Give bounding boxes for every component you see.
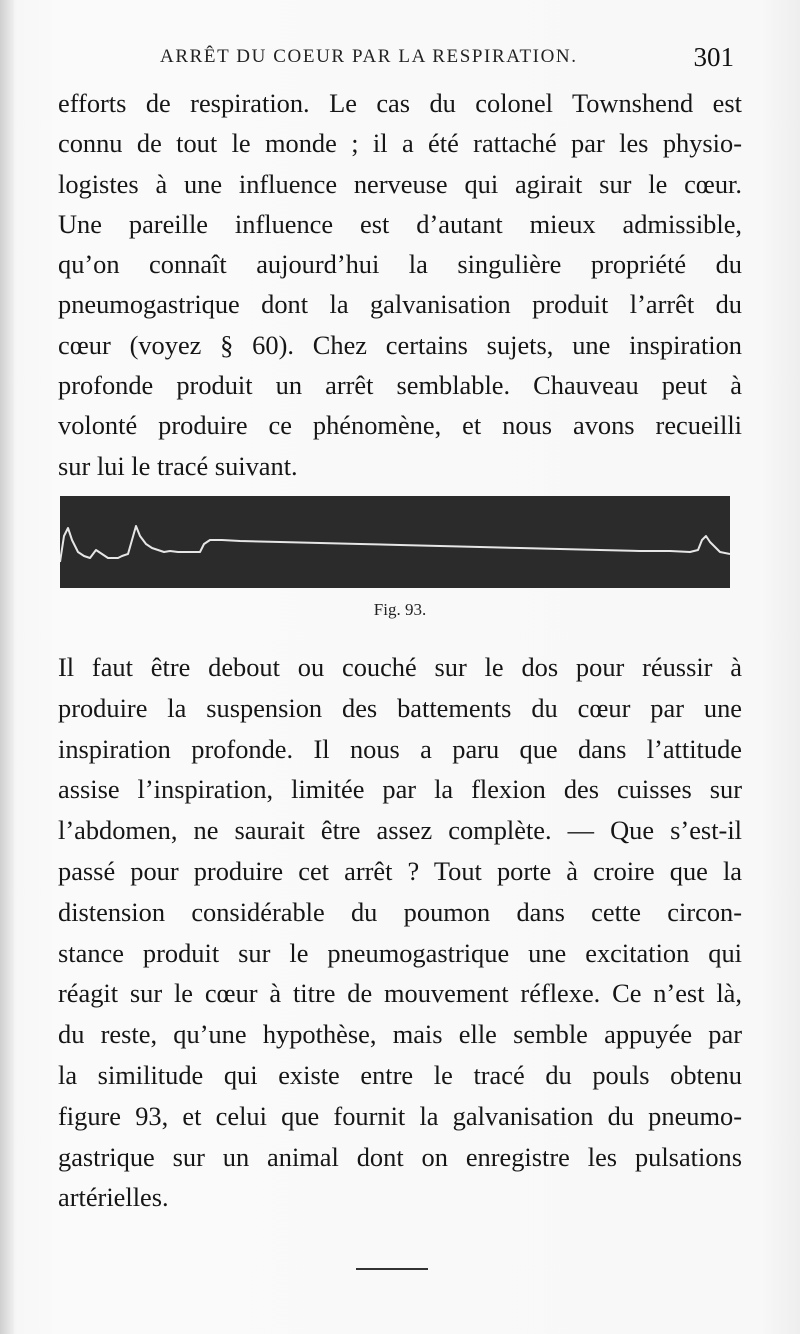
- page-header: [60, 40, 740, 80]
- text-line: volonté produire ce phénomène, et nous avons recueilli: [58, 410, 742, 441]
- text-line: connu de tout le monde ; il a été rattaché par les physio-: [58, 128, 742, 159]
- text-line: gastrique sur un animal dont on enregistre les pulsations: [58, 1141, 742, 1172]
- text-line: efforts de respiration. Le cas du colonel Townshend est: [58, 88, 742, 118]
- pulse-tracing-figure: [60, 496, 730, 588]
- footer-rule: [356, 1268, 428, 1270]
- text-line: qu’on connaît aujourd’hui la singulière propriété du: [58, 249, 742, 280]
- text-line: réagit sur le cœur à titre de mouvement réflexe. Ce n’est là,: [58, 978, 742, 1009]
- page-binding-shadow: [0, 0, 14, 1334]
- text-line: artérielles.: [58, 1182, 169, 1213]
- text-line: du reste, qu’une hypothèse, mais elle semble appuyée par: [58, 1019, 742, 1050]
- page-number: 301: [693, 42, 734, 72]
- text-line: stance produit sur le pneumogastrique une excitation qui: [58, 937, 742, 968]
- text-line: la similitude qui existe entre le tracé du pouls obtenu: [58, 1059, 742, 1090]
- text-line: Il faut être debout ou couché sur le dos pour réussir à: [58, 652, 742, 682]
- text-line: l’abdomen, ne saurait être assez complète. — Que s’est-il: [58, 815, 742, 846]
- pulse-trace-line: [60, 526, 730, 562]
- text-line: distension considérable du poumon dans cette circon-: [58, 896, 742, 927]
- paragraph-1: [58, 83, 742, 486]
- text-line: sur lui le tracé suivant.: [58, 450, 298, 481]
- text-line: produire la suspension des battements du cœur par une: [58, 692, 742, 723]
- text-line: inspiration profonde. Il nous a paru que dans l’attitude: [58, 733, 742, 764]
- text-line: figure 93, et celui que fournit la galvanisation du pneumo-: [58, 1100, 742, 1131]
- paragraph-2: [58, 647, 742, 1218]
- figure-caption: Fig. 93.: [373, 600, 427, 619]
- running-title: ARRÊT DU COEUR PAR LA RESPIRATION.: [160, 46, 578, 67]
- text-line: assise l’inspiration, limitée par la flexion des cuisses sur: [58, 774, 742, 805]
- text-line: profonde produit un arrêt semblable. Chauveau peut à: [58, 370, 742, 401]
- text-line: passé pour produire cet arrêt ? Tout porte à croire que la: [58, 855, 742, 886]
- text-line: pneumogastrique dont la galvanisation produit l’arrêt du: [58, 289, 742, 320]
- text-line: Une pareille influence est d’autant mieux admissible,: [58, 208, 742, 239]
- text-line: logistes à une influence nerveuse qui agirait sur le cœur.: [58, 168, 742, 199]
- pulse-tracing: [60, 496, 730, 588]
- text-line: cœur (voyez § 60). Chez certains sujets, une inspiration: [58, 329, 742, 360]
